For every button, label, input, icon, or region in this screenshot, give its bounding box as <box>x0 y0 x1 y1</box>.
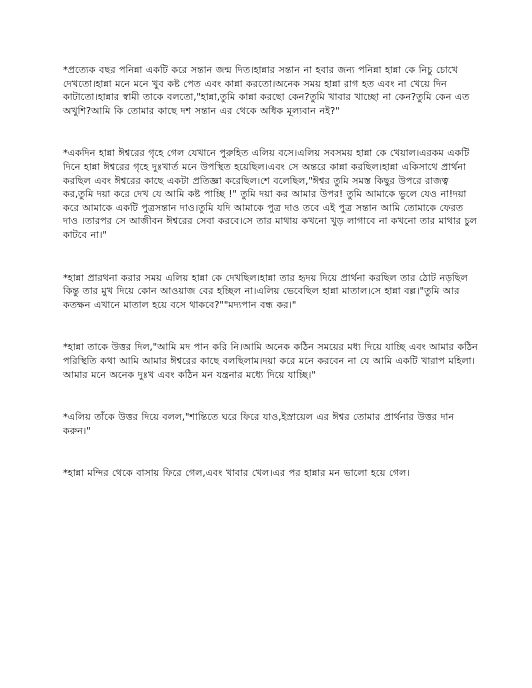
paragraph-1: *প্রত্যেক বছর পনিন্না একটি করে সন্তান জন্ম দিত।হান্নার সন্তান না হবার জন্য পনিন্না হান্না কে নিচু চোখে দেখতো।হান্না মনে মনে খুব কষ্ট পেত এবং কান্না করতো।অনেক সময় হান্না রাগ হত এবং না খেয়ে দিন কাটাতো।হান্নার স্বামী তাকে বলতো,"হান্না,তুমি কান্না করছো কেন?তুমি খাবার খাচ্ছো না কেন?তুমি কেন এত অখুশি?আমি কি তোমার কাছে দশ সন্তান এর থেকে অধিক মূল্যবান নই?" <box>63 65 470 117</box>
paragraph-6: *হান্না মন্দির থেকে বাসায় ফিরে গেল,এবং খাবার খেল।এর পর হান্নার মন ভালো হয়ে গেল। <box>63 468 410 480</box>
paragraph-5: *এলিয় তাঁকে উত্তর দিয়ে বলল,"শান্তিতে ঘরে ফিরে যাও,ইস্রায়েল এর ঈশ্বর তোমার প্রার্থনার উত্তর দান করুন।" <box>63 412 455 437</box>
document-body <box>63 64 481 510</box>
paragraph-3: *হান্না প্রারথনা করার সময় এলিয় হান্না কে দেখছিল।হান্না তার হৃদয় দিয়ে প্রার্থনা করছিল তার ঠোট নড়ছিল কিন্তু তার মুখ দিয়ে কোন আওয়াজ বের হচ্ছিল না।এলিয় ভেবেছিল হান্না মাতাল।সে হান্না বল্ল।"তুমি আর কতক্ষন এখানে মাতাল হয়ে বসে থাকবে?""মদ্যপান বন্ধ কর।" <box>63 272 468 311</box>
paragraph-2: *একদিন হান্না ঈশ্বরের গৃহে গেল যেখানে পুরুহিত এলিয় বসে।এলিয় সবসময় হান্না কে খেয়াল।এরকম একটি দিনে হান্না ঈশ্বরের গৃহে দুঃখার্ত মনে উপস্থিত হয়েছিল।এবং সে অন্তরে কান্না করছিল।হান্না একিসাথে প্রার্থনা করছিল এবং ঈশ্বরের কাছে একটা প্রতিজ্ঞা করেছিল।শে বলেছিল,"ঈশ্বর তুমি সমস্ত কিছুর উপরে রাজত্ব কর,তুমি দয়া করে দেখ যে আমি কষ্ট পাচ্ছি !" তুমি দয়া কর আমার উপর! তুমি আমাকে ভুলে যেও না!দয়া করে আমাকে একটি পুত্রসন্তান দাও।তুমি যদি আমাকে পুত্র দাও তবে এই পুত্র সন্তান আমি তোমাকে ফেরত দাও ।তারপর সে আজীবন ঈশ্বরের সেবা করবে।সে তার মাথায় কখনো খুড় লাগাবে না কখনো তার মাথার চুল কাটবে না।" <box>63 148 477 241</box>
paragraph-4: *হান্না তাকে উত্তর দিল,"আমি মদ পান করি নি।আমি অনেক কঠিন সময়ের মধ্য দিয়ে যাচ্ছি এবং আমার কঠিন পরিস্থিতি কথা আমি আমার ঈশ্বরের কাছে বলছিলাম।দয়া করে মনে করবেন না যে আমি একটি খারাপ মহিলা।আমার মনে অনেক দুঃখ এবং কঠিন মন যন্ত্রনার মধ্যে দিয়ে যাচ্ছি।" <box>63 342 478 381</box>
